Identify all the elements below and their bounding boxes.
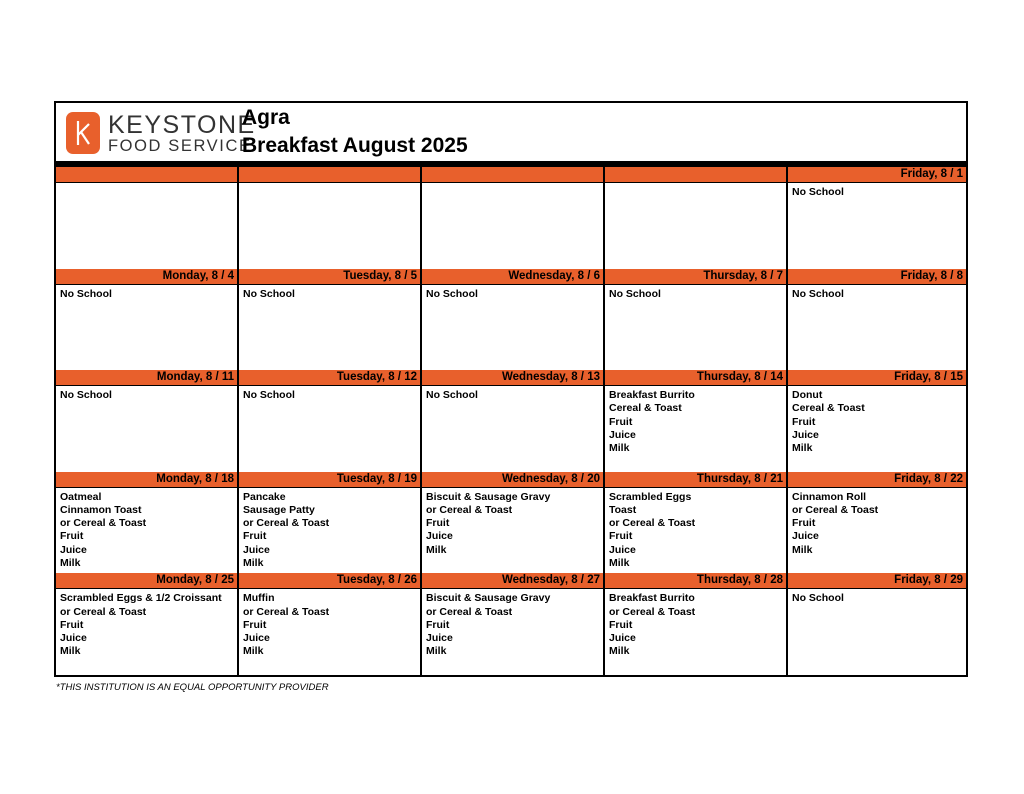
menu-item: No School	[243, 389, 295, 402]
day-cell	[422, 370, 605, 472]
day-header: Thursday, 8 / 14	[605, 370, 786, 386]
menu-item: Juice	[792, 428, 819, 441]
day-cell	[239, 370, 422, 472]
menu-item: Fruit	[60, 530, 84, 543]
school-name: Agra	[242, 106, 290, 129]
menu-item: Fruit	[243, 530, 267, 543]
menu-item: No School	[426, 287, 478, 300]
menu-list	[788, 285, 966, 301]
menu-item: Milk	[426, 543, 447, 556]
day-cell	[239, 269, 422, 371]
day-cell	[605, 269, 788, 371]
menu-item: Fruit	[792, 415, 816, 428]
menu-list	[239, 183, 420, 186]
menu-item: Muffin	[243, 592, 275, 605]
day-cell	[788, 167, 966, 269]
menu-item: No School	[609, 287, 661, 300]
menu-list	[605, 488, 786, 570]
menu-list	[788, 589, 966, 605]
day-cell	[605, 370, 788, 472]
menu-item: Donut	[792, 389, 823, 402]
menu-item: Juice	[792, 530, 819, 543]
menu-list	[422, 386, 603, 402]
day-header: Monday, 8 / 18	[56, 472, 237, 488]
menu-list	[788, 488, 966, 557]
day-cell	[788, 269, 966, 371]
day-cell	[422, 472, 605, 574]
menu-item: Juice	[60, 631, 87, 644]
day-cell	[605, 573, 788, 675]
menu-item: Milk	[792, 543, 813, 556]
calendar-header	[56, 103, 966, 161]
footnote: *THIS INSTITUTION IS AN EQUAL OPPORTUNITY PROVIDER	[56, 682, 329, 693]
day-cell	[605, 167, 788, 269]
day-header: Friday, 8 / 22	[788, 472, 966, 488]
day-cell	[56, 167, 239, 269]
menu-item: Milk	[609, 442, 630, 454]
day-header: Wednesday, 8 / 13	[422, 370, 603, 386]
day-header: Tuesday, 8 / 5	[239, 269, 420, 285]
menu-item: or Cereal & Toast	[243, 517, 330, 530]
day-cell	[788, 573, 966, 675]
menu-item: or Cereal & Toast	[243, 605, 330, 618]
menu-item: Scrambled Eggs	[609, 490, 692, 503]
keystone-k-logo-icon	[66, 112, 100, 154]
menu-list	[239, 285, 420, 301]
menu-item: or Cereal & Toast	[609, 605, 696, 618]
day-header: Tuesday, 8 / 19	[239, 472, 420, 488]
menu-item: Milk	[426, 645, 447, 658]
menu-list	[56, 488, 237, 570]
menu-list	[422, 285, 603, 301]
day-cell	[422, 573, 605, 675]
day-cell	[605, 472, 788, 574]
menu-item: Cereal & Toast	[609, 402, 682, 415]
day-header: Monday, 8 / 25	[56, 573, 237, 589]
menu-list	[605, 386, 786, 455]
menu-item: Juice	[426, 631, 453, 644]
menu-list	[239, 386, 420, 402]
menu-list	[788, 183, 966, 199]
menu-item: Juice	[243, 543, 270, 556]
menu-item: No School	[792, 287, 844, 300]
day-header	[239, 167, 420, 183]
brand-name: KEYSTONE	[108, 111, 256, 139]
menu-item: Biscuit & Sausage Gravy	[426, 490, 551, 503]
menu-item: No School	[792, 186, 844, 198]
menu-item: Fruit	[609, 530, 633, 543]
menu-item: Fruit	[426, 517, 450, 530]
menu-item: Breakfast Burrito	[609, 592, 695, 605]
menu-item: or Cereal & Toast	[426, 605, 513, 618]
menu-item: or Cereal & Toast	[60, 517, 147, 530]
menu-item: Fruit	[792, 517, 816, 530]
menu-item: Fruit	[609, 415, 633, 428]
menu-item: Cereal & Toast	[792, 402, 865, 415]
menu-item: Juice	[609, 543, 636, 556]
menu-item: Milk	[609, 645, 630, 658]
menu-list	[422, 488, 603, 557]
day-header: Thursday, 8 / 7	[605, 269, 786, 285]
day-header	[422, 167, 603, 183]
menu-item: Milk	[60, 556, 81, 569]
menu-item: Juice	[426, 530, 453, 543]
day-cell	[56, 269, 239, 371]
menu-item: Oatmeal	[60, 490, 102, 503]
menu-item: Milk	[243, 556, 264, 569]
day-cell	[239, 167, 422, 269]
day-header: Wednesday, 8 / 27	[422, 573, 603, 589]
menu-item: Fruit	[243, 618, 267, 631]
menu-item: Sausage Patty	[243, 503, 315, 516]
menu-item: Juice	[60, 543, 87, 556]
menu-item: Milk	[60, 645, 81, 658]
menu-item: Toast	[609, 503, 637, 516]
day-header: Friday, 8 / 29	[788, 573, 966, 589]
menu-item: Milk	[792, 442, 813, 454]
menu-item: Juice	[243, 631, 270, 644]
day-header: Thursday, 8 / 28	[605, 573, 786, 589]
menu-item: Juice	[609, 428, 636, 441]
day-cell	[56, 573, 239, 675]
day-cell	[239, 472, 422, 574]
day-header: Friday, 8 / 8	[788, 269, 966, 285]
day-cell	[422, 269, 605, 371]
menu-item: or Cereal & Toast	[609, 517, 696, 530]
day-cell	[422, 167, 605, 269]
day-cell	[239, 573, 422, 675]
day-cell	[788, 370, 966, 472]
menu-item: Juice	[609, 631, 636, 644]
menu-item: No School	[426, 389, 478, 402]
day-header: Tuesday, 8 / 12	[239, 370, 420, 386]
calendar-grid	[56, 167, 966, 675]
day-cell	[56, 370, 239, 472]
menu-item: Fruit	[60, 618, 84, 631]
menu-item: No School	[243, 287, 295, 300]
menu-item: Scrambled Eggs & 1/2 Croissant	[60, 592, 222, 605]
day-header: Wednesday, 8 / 20	[422, 472, 603, 488]
day-header: Friday, 8 / 15	[788, 370, 966, 386]
day-header: Monday, 8 / 11	[56, 370, 237, 386]
menu-item: No School	[60, 389, 112, 402]
menu-item: Cinnamon Toast	[60, 503, 142, 516]
menu-list	[239, 589, 420, 658]
menu-item: or Cereal & Toast	[60, 605, 147, 618]
day-cell	[788, 472, 966, 574]
menu-item: or Cereal & Toast	[426, 503, 513, 516]
menu-item: Milk	[609, 556, 630, 569]
day-header: Thursday, 8 / 21	[605, 472, 786, 488]
menu-list	[239, 488, 420, 570]
menu-item: Biscuit & Sausage Gravy	[426, 592, 551, 605]
day-header: Tuesday, 8 / 26	[239, 573, 420, 589]
day-cell	[56, 472, 239, 574]
menu-list	[422, 183, 603, 186]
menu-item: Fruit	[426, 618, 450, 631]
page-title: Breakfast August 2025	[242, 134, 468, 157]
menu-list	[56, 183, 237, 186]
menu-item: Milk	[243, 645, 264, 658]
day-header: Wednesday, 8 / 6	[422, 269, 603, 285]
menu-list	[605, 183, 786, 186]
menu-item: Fruit	[609, 618, 633, 631]
menu-item: Pancake	[243, 490, 286, 503]
menu-list	[605, 589, 786, 658]
day-header	[605, 167, 786, 183]
menu-item: No School	[60, 287, 112, 300]
menu-item: or Cereal & Toast	[792, 503, 879, 516]
menu-item: Breakfast Burrito	[609, 389, 695, 402]
brand-subtitle: FOOD SERVICE	[108, 137, 252, 155]
menu-calendar	[54, 101, 968, 677]
menu-item: No School	[792, 592, 844, 605]
day-header	[56, 167, 237, 183]
menu-list	[56, 285, 237, 301]
menu-list	[605, 285, 786, 301]
day-header: Monday, 8 / 4	[56, 269, 237, 285]
menu-list	[56, 386, 237, 402]
menu-list	[422, 589, 603, 658]
day-header: Friday, 8 / 1	[788, 167, 966, 183]
menu-item: Cinnamon Roll	[792, 490, 867, 503]
menu-list	[56, 589, 237, 658]
menu-list	[788, 386, 966, 455]
